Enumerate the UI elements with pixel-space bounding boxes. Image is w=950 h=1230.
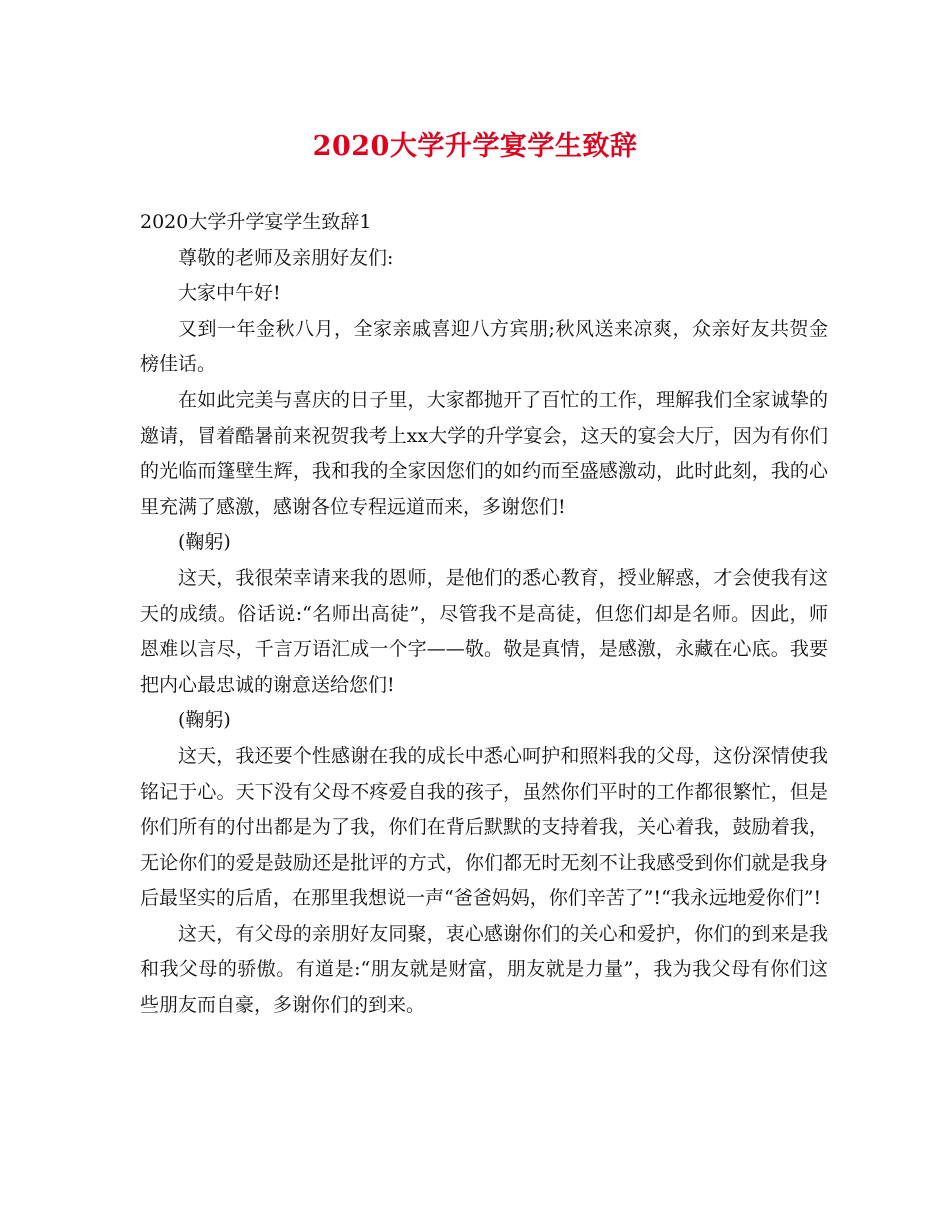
paragraph: 这天，有父母的亲朋好友同聚，衷心感谢你们的关心和爱护，你们的到来是我和我父母的骄傲。有道是:“朋友就是财富，朋友就是力量”，我为我父母有你们这些朋友而自豪，多谢你们的到来。 (140, 922, 828, 1017)
document-title: 2020大学升学宴学生致辞 (312, 131, 638, 162)
paragraph-bow: (鞠躬) (178, 709, 231, 732)
paragraph: 又到一年金秋八月，全家亲戚喜迎八方宾朋;秋风送来凉爽，众亲好友共贺金榜佳话。 (140, 317, 828, 376)
section-heading: 2020大学升学宴学生致辞1 (140, 211, 372, 233)
paragraph: 在如此完美与喜庆的日子里，大家都抛开了百忙的工作，理解我们全家诚挚的邀请，冒着酷暑前来祝贺我考上xx大学的升学宴会，这天的宴会大厅，因为有你们的光临而篷壁生辉，我和我的全家因您们的如约而至盛感激动，此时此刻，我的心里充满了感激，感谢各位专程远道而来，多谢您们! (140, 388, 828, 518)
document-body (140, 205, 828, 1024)
paragraph-bow: (鞠躬) (178, 531, 231, 554)
paragraph: 这天，我还要个性感谢在我的成长中悉心呵护和照料我的父母，这份深情使我铭记于心。天下没有父母不疼爱自我的孩子，虽然你们平时的工作都很繁忙，但是你们所有的付出都是为了我，你们在背后默默的支持着我，关心着我，鼓励着我，无论你们的爱是鼓励还是批评的方式，你们都无时无刻不让我感受到你们就是我身后最坚实的后盾，在那里我想说一声“爸爸妈妈，你们辛苦了”!“我永远地爱你们”! (140, 744, 828, 910)
paragraph-salutation: 尊敬的老师及亲朋好友们: (178, 246, 394, 269)
paragraph: 这天，我很荣幸请来我的恩师，是他们的悉心教育，授业解惑，才会使我有这天的成绩。俗话说:“名师出高徒”，尽管我不是高徒，但您们却是名师。因此，师恩难以言尽，千言万语汇成一个字——敬。敬是真情，是感激，永藏在心底。我要把内心最忠诚的谢意送给您们! (140, 566, 828, 696)
paragraph-greeting: 大家中午好! (178, 282, 281, 305)
